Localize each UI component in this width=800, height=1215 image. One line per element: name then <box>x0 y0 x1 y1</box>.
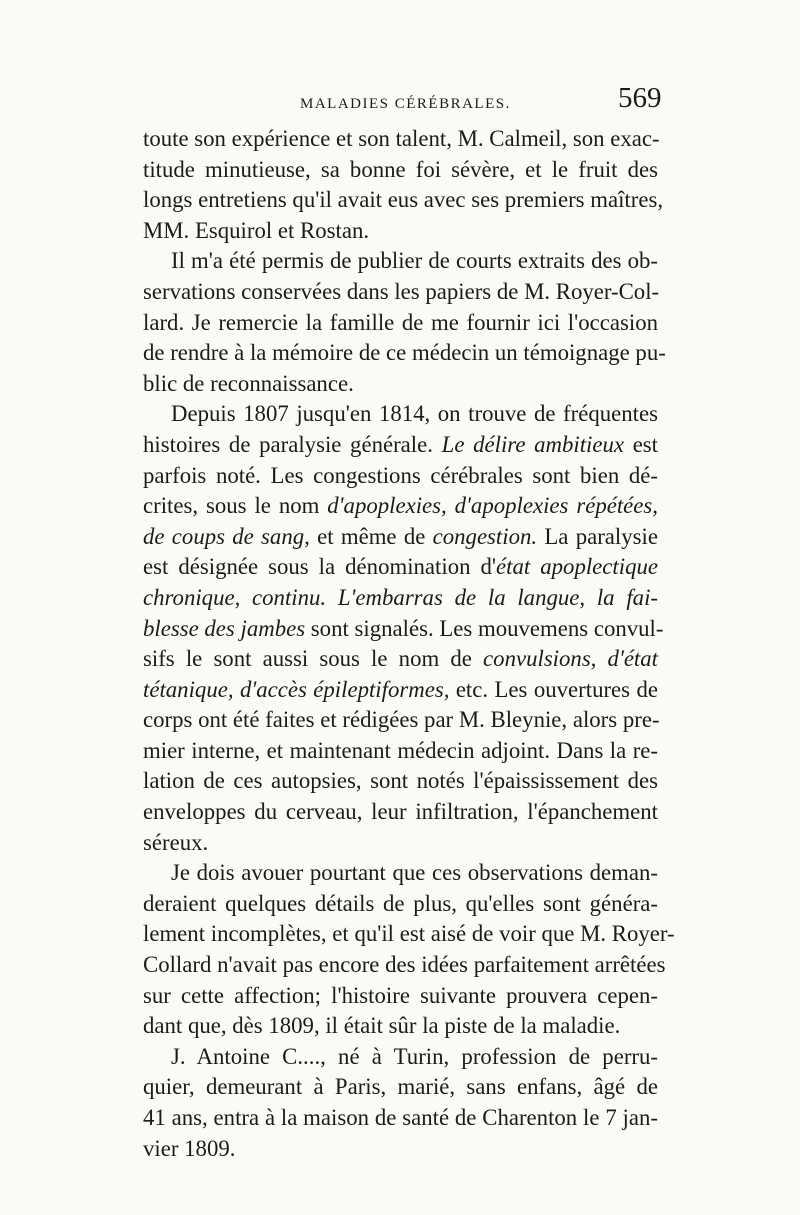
text-segment: est <box>632 431 659 457</box>
text-segment: La paralysie <box>544 523 658 549</box>
text-line: Depuis 1807 jusqu'en 1814, on trouve de fréquentes <box>171 401 658 427</box>
text-line <box>143 430 658 461</box>
text-line: enveloppes du cerveau, leur infiltration, l'épanchement <box>143 799 658 825</box>
text-line <box>143 491 658 522</box>
body-text <box>143 124 675 1164</box>
text-segment: crites, sous le nom <box>143 493 320 519</box>
text-line: de rendre à la mémoire de ce médecin un témoignage pu- <box>143 340 666 366</box>
text-line: lard. Je remercie la famille de me fournir ici l'occasion <box>143 309 658 335</box>
italic-term: tétanique, d'accès épileptiformes, <box>143 676 450 702</box>
text-line <box>143 675 658 706</box>
text-line <box>143 522 658 553</box>
text-line <box>143 614 664 645</box>
text-line: lation de ces autopsies, sont notés l'épaississement des <box>143 768 658 794</box>
text-line: parfois noté. Les congestions cérébrales sont bien dé- <box>143 462 658 488</box>
text-line: Collard n'avait pas encore des idées parfaitement arrêtées <box>143 952 666 978</box>
italic-term: chronique, continu. L'embarras de la langue, la fai- <box>143 584 658 610</box>
text-segment: histoires de paralysie générale. <box>143 431 433 457</box>
text-line <box>143 583 658 614</box>
text-line: 41 ans, entra à la maison de santé de Charenton le 7 jan- <box>143 1105 658 1130</box>
text-line: J. Antoine C...., né à Turin, profession de perru- <box>171 1043 658 1069</box>
text-line: servations conservées dans les papiers de M. Royer-Col- <box>143 278 660 304</box>
text-line: Je dois avouer pourtant que ces observations deman- <box>171 860 658 886</box>
text-line <box>143 552 658 583</box>
italic-term: état apoplectique <box>496 554 658 580</box>
text-segment: etc. Les ouvertures de <box>455 676 658 702</box>
running-title: MALADIES CÉRÉBRALES. <box>300 96 511 112</box>
text-line: mier interne, et maintenant médecin adjoint. Dans la re- <box>143 737 658 763</box>
italic-term: Le délire ambitieux <box>441 431 625 457</box>
text-line: corps ont été faites et rédigées par M. Bleynie, alors pre- <box>143 707 660 733</box>
text-line: blic de reconnaissance. <box>143 370 354 396</box>
text-segment: sont signalés. Les mouvemens convul- <box>310 615 664 641</box>
text-line: dant que, dès 1809, il était sûr la piste de la maladie. <box>143 1013 621 1039</box>
text-line <box>143 644 658 675</box>
text-segment: et même de <box>317 523 426 549</box>
text-line: MM. Esquirol et Rostan. <box>143 217 370 243</box>
italic-term: blesse des jambes <box>143 615 306 641</box>
page-number: 569 <box>618 82 662 114</box>
text-line: deraient quelques détails de plus, qu'elles sont généra- <box>143 890 658 916</box>
text-line: lement incomplètes, et qu'il est aisé de voir que M. Royer- <box>143 921 675 947</box>
text-line: sur cette affection; l'histoire suivante prouvera cepen- <box>143 982 658 1008</box>
text-line: longs entretiens qu'il avait eus avec ses premiers maîtres, <box>143 187 664 213</box>
text-line: séreux. <box>143 829 209 855</box>
text-line: quier, demeurant à Paris, marié, sans enfans, âgé de <box>143 1074 658 1100</box>
italic-term: congestion. <box>432 523 538 549</box>
italic-term: convulsions, d'état <box>483 646 659 672</box>
text-line: Il m'a été permis de publier de courts extraits des ob- <box>171 248 658 274</box>
text-line: titude minutieuse, sa bonne foi sévère, et le fruit des <box>143 156 658 182</box>
text-line: vier 1809. <box>143 1135 236 1161</box>
text-segment: sifs le sont aussi sous le nom de <box>143 646 472 672</box>
italic-term: d'apoplexies, d'apoplexies répétées, <box>327 493 658 519</box>
text-line: toute son expérience et son talent, M. Calmeil, son exac- <box>143 126 660 151</box>
italic-term: de coups de sang, <box>143 523 310 549</box>
text-segment: est désignée sous la dénomination d' <box>143 554 497 580</box>
